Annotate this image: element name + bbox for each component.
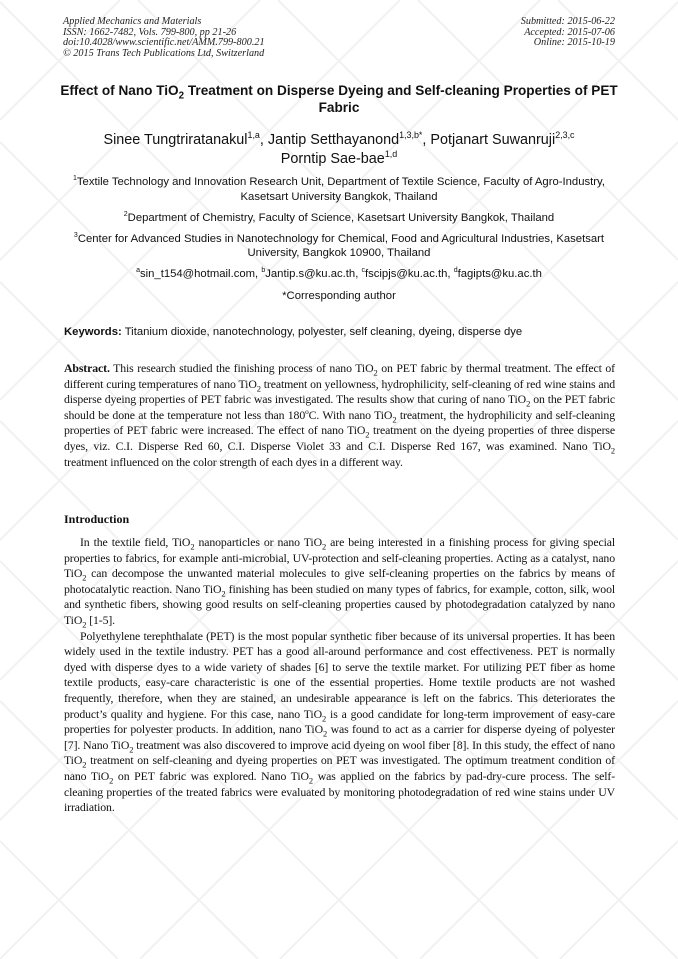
keywords-label: Keywords: — [64, 326, 122, 338]
author: Sinee Tungtriratanakul$^{1,a}$ — [103, 130, 260, 148]
author: Jantip Setthayanond$^{1,3,b*}$ — [267, 130, 423, 148]
online-date: Online: 2015-10-19 — [533, 37, 615, 49]
affiliation: $^1$Textile Technology and Innovation Research Unit, Department of Textile Science, Faculty of Agro-Industry, Kasetsart University Bangkok, Thailand — [72, 175, 605, 203]
doi-line: doi:10.4028/www.scientific.net/AMM.799-800.21 — [63, 37, 265, 49]
journal-info — [63, 17, 265, 59]
abstract: Abstract. This research studied the finishing process of nano TiO$_2$ on PET fabric by thermal treatment. The effect of different curing temperatures of nano TiO$_2$ treatment on yellowness, hydrophilicity, self-cleaning of red wine stains and disperse dyeing properties of PET fabric was investigated. The results show that curing of nano TiO$_2$ on the PET fabric should be done at the temperature not less than 180$^o$C. With nano TiO$_2$ treatment, the hydrophilicity and self-cleaning properties of PET fabric were increased. The effect of nano TiO$_2$ treatment on the dyeing properties of three disperse dyes, viz. C.I. Disperse Red 60, C.I. Disperse Violet 33 and C.I. Disperse Red 167, was examined. Nano TiO$_2$ treatment influenced on the color strength of each dyes in a different way. — [64, 361, 615, 469]
issn-line: ISSN: 1662-7482, Vols. 799-800, pp 21-26 — [63, 26, 237, 38]
keywords — [64, 325, 624, 339]
paragraph: In the textile field, TiO$_2$ nanoparticles or nano TiO$_2$ are being interested in a finishing process for giving special properties to fabrics, for example anti-microbial, UV-protection and self-cleaning properties. Acting as a catalyst, nano TiO$_2$ can decompose the unwanted material molecules to give self-cleaning properties on the fabrics by means of photocatalytic reaction. Nano TiO$_2$ finishing has been studied on many types of fabrics, for example, cotton, silk, wool and synthetic fibers, showing good results on self-cleaning properties caused by photodegradation catalyzed by nano TiO$_2$ [1-5]. — [64, 535, 616, 630]
keywords-text: Titanium dioxide, nanotechnology, polyester, self cleaning, dyeing, disperse dye — [121, 326, 523, 338]
author-list: Sinee Tungtriratanakul$^{1,a}$, Jantip Setthayanond$^{1,3,b*}$, Potjanart Suwanruji$^{2,3,c}$ Porntip Sae-bae$^{1,d}$ — [103, 130, 575, 167]
submitted-date: Submitted: 2015-06-22 — [520, 16, 615, 27]
submission-dates — [521, 17, 615, 49]
introduction-body — [64, 535, 615, 816]
accepted-date: Accepted: 2015-07-06 — [524, 26, 615, 38]
paragraph: Polyethylene terephthalate (PET) is the most popular synthetic fiber because of its universal properties. It has been widely used in the textile industry. PET has a good all-around performance and cost effectiveness. PET is normally dyed with disperse dyes to a wide variety of shades [6] to serve the textile market. For utilizing PET fiber as home textile products, easy-care characteristic is one of the essential properties. Home textile products are not washed frequently, therefore, when they are stained, an undesirable appearance is left on the fabrics. This deteriorates the product’s quality and hygiene. For this case, nano TiO$_2$ is a good candidate for long-term improvement of easy-care properties for polyester products. In addition, nano TiO$_2$ was found to act as a carrier for disperse dyeing of polyester [7]. Nano TiO$_2$ treatment was also discovered to improve acid dyeing on wool fiber [8]. In this study, the effect of nano TiO$_2$ treatment on self-cleaning and dyeing properties on PET was investigated. The optimum treatment condition of nano TiO$_2$ on PET fabric was explored. Nano TiO$_2$ was applied on the fabrics by pad-dry-cure process. The self-cleaning properties of the treated fabrics were evaluated by monitoring photodegradation of red wine stains under UV irradiation. — [64, 628, 616, 815]
section-heading-introduction: Introduction — [64, 512, 130, 526]
corresponding-author-note: *Corresponding author — [282, 289, 396, 302]
paper-title: Effect of Nano TiO$_2$ Treatment on Disperse Dyeing and Self-cleaning Properties of PET Fabric — [60, 83, 618, 115]
author: Potjanart Suwanruji$^{2,3,c}$ — [430, 130, 575, 148]
journal-name: Applied Mechanics and Materials — [63, 16, 202, 27]
email-list: $^a$sin_t154@hotmail.com, $^b$Jantip.s@ku.ac.th, $^c$fscipjs@ku.ac.th, $^d$fagipts@ku.ac.th — [136, 267, 542, 281]
affiliation: $^2$Department of Chemistry, Faculty of Science, Kasetsart University Bangkok, Thailand — [123, 210, 555, 224]
author: Porntip Sae-bae$^{1,d}$ — [280, 148, 398, 167]
copyright-line: © 2015 Trans Tech Publications Ltd, Switzerland — [63, 47, 265, 59]
abstract-label: Abstract. — [64, 361, 110, 375]
affiliation: $^3$Center for Advanced Studies in Nanotechnology for Chemical, Food and Agricultural Industries, Kasetsart University, Bangkok 10900, Thailand — [73, 232, 605, 260]
affiliations — [60, 175, 618, 310]
